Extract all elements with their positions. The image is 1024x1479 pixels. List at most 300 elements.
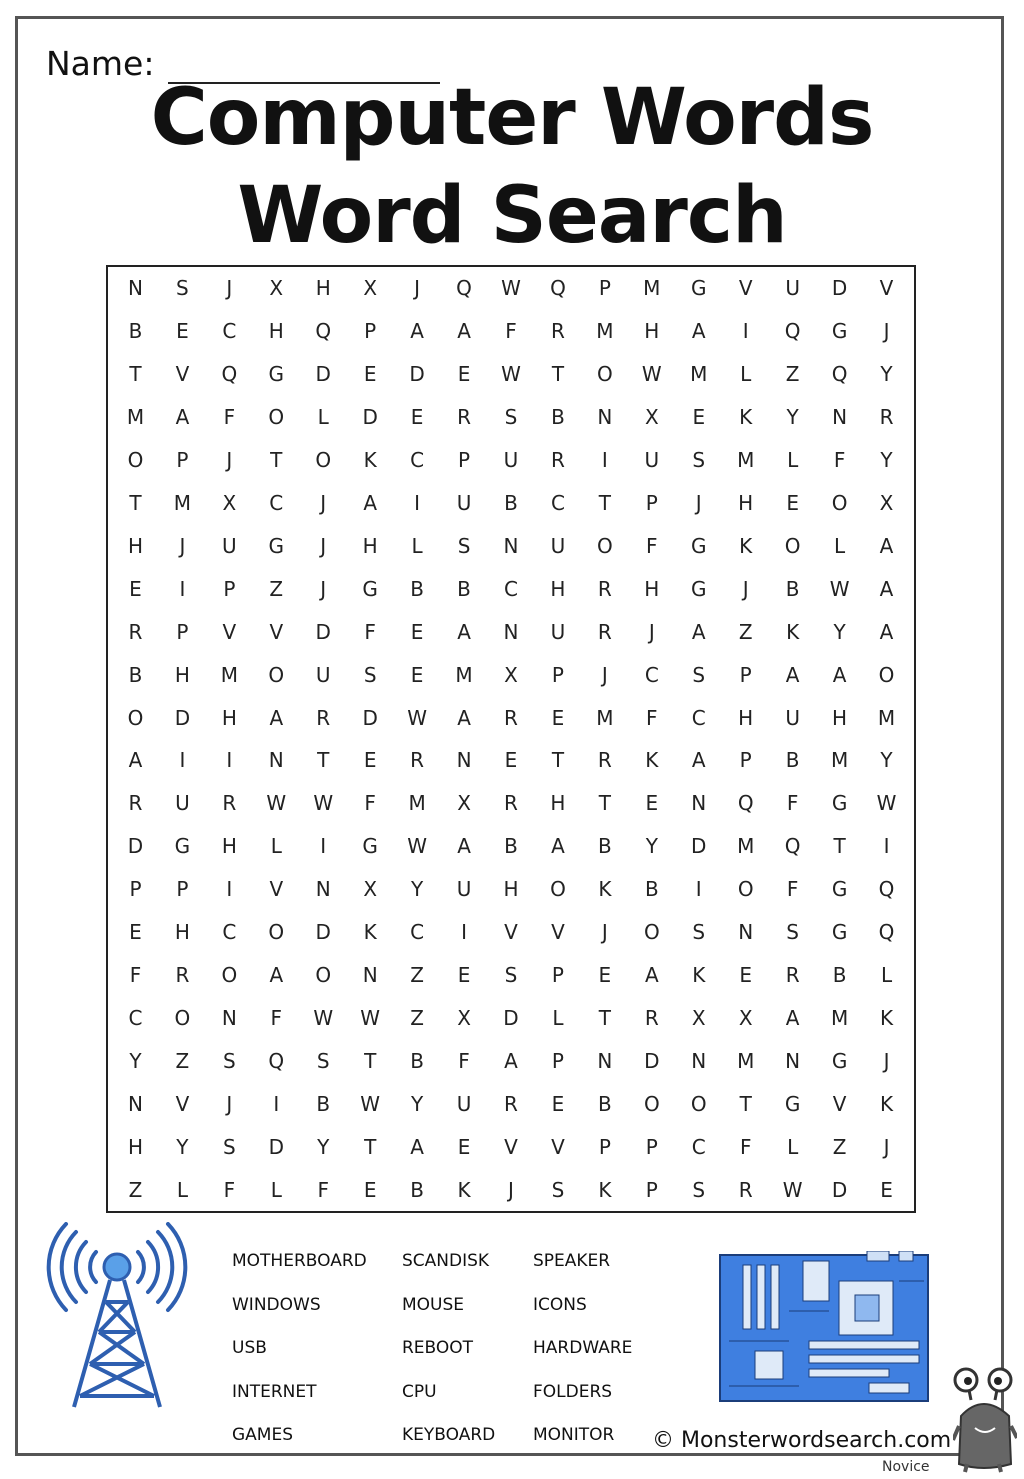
grid-letter[interactable]: E <box>129 576 142 601</box>
grid-letter[interactable]: K <box>879 1005 894 1030</box>
grid-letter[interactable]: O <box>221 962 238 987</box>
grid-letter[interactable]: H <box>221 705 237 730</box>
grid-letter[interactable]: F <box>505 319 517 344</box>
grid-letter[interactable]: J <box>883 1048 890 1073</box>
grid-letter[interactable]: T <box>598 490 611 515</box>
grid-letter[interactable]: P <box>458 448 471 473</box>
grid-letter[interactable]: J <box>414 276 421 301</box>
grid-letter[interactable]: O <box>643 1091 660 1116</box>
grid-letter[interactable]: Q <box>878 920 895 945</box>
grid-letter[interactable]: P <box>364 319 377 344</box>
grid-letter[interactable]: A <box>269 962 284 987</box>
grid-letter[interactable]: H <box>738 705 754 730</box>
grid-letter[interactable]: F <box>129 962 142 987</box>
grid-letter[interactable]: I <box>179 748 186 773</box>
grid-letter[interactable]: E <box>504 748 518 773</box>
grid-letter[interactable]: X <box>269 276 284 301</box>
grid-letter[interactable]: O <box>268 662 285 687</box>
grid-letter[interactable]: U <box>222 533 237 558</box>
grid-letter[interactable]: R <box>738 1177 753 1202</box>
grid-letter[interactable]: H <box>550 791 566 816</box>
grid-letter[interactable]: S <box>504 962 518 987</box>
grid-letter[interactable]: W <box>313 791 334 816</box>
grid-letter[interactable]: Y <box>645 834 658 859</box>
grid-letter[interactable]: A <box>457 319 471 344</box>
grid-letter[interactable]: R <box>644 1005 659 1030</box>
grid-letter[interactable]: N <box>832 405 848 430</box>
grid-letter[interactable]: N <box>785 1048 801 1073</box>
grid-letter[interactable]: C <box>550 490 565 515</box>
grid-letter[interactable]: S <box>363 662 377 687</box>
grid-letter[interactable]: E <box>457 362 471 387</box>
grid-letter[interactable]: V <box>832 1091 847 1116</box>
grid-letter[interactable]: K <box>457 1177 471 1202</box>
grid-letter[interactable]: K <box>739 533 753 558</box>
grid-letter[interactable]: M <box>690 362 708 387</box>
grid-letter[interactable]: M <box>455 662 473 687</box>
grid-letter[interactable]: P <box>598 276 611 301</box>
grid-letter[interactable]: B <box>504 834 518 859</box>
grid-letter[interactable]: Y <box>129 1048 142 1073</box>
grid-letter[interactable]: T <box>317 748 330 773</box>
grid-letter[interactable]: M <box>126 405 145 430</box>
grid-letter[interactable]: E <box>410 662 424 687</box>
grid-letter[interactable]: F <box>270 1005 283 1030</box>
grid-letter[interactable]: R <box>128 791 143 816</box>
grid-letter[interactable]: M <box>737 834 755 859</box>
grid-letter[interactable]: M <box>596 705 614 730</box>
grid-letter[interactable]: Y <box>317 1134 330 1159</box>
grid-letter[interactable]: V <box>175 362 190 387</box>
grid-letter[interactable]: R <box>504 705 518 730</box>
grid-letter[interactable]: B <box>128 319 143 344</box>
grid-letter[interactable]: M <box>830 748 849 773</box>
grid-letter[interactable]: U <box>785 705 800 730</box>
grid-letter[interactable]: H <box>127 1134 143 1159</box>
grid-letter[interactable]: A <box>363 490 378 515</box>
grid-letter[interactable]: C <box>691 1134 706 1159</box>
grid-letter[interactable]: F <box>646 533 658 558</box>
grid-letter[interactable]: X <box>363 276 378 301</box>
grid-letter[interactable]: U <box>175 791 190 816</box>
grid-letter[interactable]: F <box>458 1048 470 1073</box>
grid-letter[interactable]: T <box>739 1091 752 1116</box>
grid-letter[interactable]: S <box>786 920 799 945</box>
grid-letter[interactable]: P <box>551 1048 564 1073</box>
grid-letter[interactable]: H <box>268 319 284 344</box>
grid-letter[interactable]: G <box>831 877 848 902</box>
grid-letter[interactable]: B <box>457 576 471 601</box>
grid-letter[interactable]: T <box>833 834 846 859</box>
grid-letter[interactable]: R <box>504 1091 518 1116</box>
grid-letter[interactable]: K <box>363 920 377 945</box>
grid-letter[interactable]: A <box>879 619 894 644</box>
grid-letter[interactable]: O <box>643 920 660 945</box>
grid-letter[interactable]: P <box>176 877 189 902</box>
grid-letter[interactable]: P <box>551 662 564 687</box>
grid-letter[interactable]: O <box>597 362 613 387</box>
grid-letter[interactable]: N <box>362 962 378 987</box>
grid-letter[interactable]: N <box>503 619 519 644</box>
grid-letter[interactable]: W <box>360 1091 381 1116</box>
grid-letter[interactable]: A <box>457 834 471 859</box>
grid-letter[interactable]: X <box>363 877 378 902</box>
grid-letter[interactable]: D <box>315 362 331 387</box>
grid-letter[interactable]: U <box>550 533 566 558</box>
grid-letter[interactable]: C <box>504 576 518 601</box>
grid-letter[interactable]: D <box>268 1134 284 1159</box>
grid-letter[interactable]: P <box>551 962 564 987</box>
grid-letter[interactable]: G <box>831 920 848 945</box>
grid-letter[interactable]: N <box>127 276 143 301</box>
grid-letter[interactable]: A <box>785 1005 800 1030</box>
grid-letter[interactable]: F <box>223 405 236 430</box>
grid-letter[interactable]: V <box>879 276 894 301</box>
grid-letter[interactable]: L <box>740 362 752 387</box>
grid-letter[interactable]: K <box>739 405 753 430</box>
grid-letter[interactable]: T <box>551 362 565 387</box>
grid-letter[interactable]: G <box>362 834 378 859</box>
grid-letter[interactable]: W <box>266 791 287 816</box>
grid-letter[interactable]: S <box>176 276 189 301</box>
grid-letter[interactable]: J <box>226 1091 233 1116</box>
grid-letter[interactable]: B <box>644 877 659 902</box>
grid-letter[interactable]: K <box>598 877 612 902</box>
grid-letter[interactable]: V <box>551 920 565 945</box>
grid-letter[interactable]: W <box>876 791 897 816</box>
grid-letter[interactable]: A <box>832 662 847 687</box>
grid-letter[interactable]: C <box>128 1005 143 1030</box>
grid-letter[interactable]: D <box>409 362 425 387</box>
grid-letter[interactable]: R <box>879 405 894 430</box>
grid-letter[interactable]: F <box>364 619 376 644</box>
grid-letter[interactable]: C <box>410 920 425 945</box>
grid-letter[interactable]: K <box>645 748 659 773</box>
grid-letter[interactable]: M <box>408 791 426 816</box>
grid-letter[interactable]: Z <box>410 962 424 987</box>
grid-letter[interactable]: Z <box>410 1005 424 1030</box>
grid-letter[interactable]: E <box>129 920 142 945</box>
grid-letter[interactable]: T <box>364 1048 377 1073</box>
grid-letter[interactable]: J <box>648 619 655 644</box>
grid-letter[interactable]: H <box>644 576 660 601</box>
grid-letter[interactable]: S <box>457 533 471 558</box>
grid-letter[interactable]: J <box>601 920 608 945</box>
grid-letter[interactable]: S <box>692 1177 706 1202</box>
grid-letter[interactable]: Q <box>268 1048 285 1073</box>
grid-letter[interactable]: P <box>645 1134 658 1159</box>
grid-letter[interactable]: K <box>879 1091 894 1116</box>
grid-letter[interactable]: A <box>785 662 800 687</box>
grid-letter[interactable]: K <box>692 962 706 987</box>
grid-letter[interactable]: H <box>644 319 660 344</box>
grid-letter[interactable]: A <box>175 405 190 430</box>
grid-letter[interactable]: L <box>552 1005 564 1030</box>
grid-letter[interactable]: O <box>784 533 801 558</box>
grid-letter[interactable]: S <box>692 920 706 945</box>
grid-letter[interactable]: J <box>883 319 890 344</box>
grid-letter[interactable]: J <box>320 490 327 515</box>
grid-letter[interactable]: D <box>644 1048 660 1073</box>
grid-letter[interactable]: A <box>410 1134 424 1159</box>
grid-letter[interactable]: E <box>457 1134 471 1159</box>
grid-letter[interactable]: B <box>785 576 800 601</box>
grid-letter[interactable]: M <box>737 1048 755 1073</box>
grid-letter[interactable]: R <box>175 962 190 987</box>
grid-letter[interactable]: K <box>363 448 377 473</box>
grid-letter[interactable]: R <box>550 319 565 344</box>
grid-letter[interactable]: A <box>879 533 894 558</box>
grid-letter[interactable]: R <box>316 705 331 730</box>
grid-letter[interactable]: A <box>504 1048 518 1073</box>
grid-letter[interactable]: R <box>128 619 143 644</box>
grid-letter[interactable]: S <box>692 662 706 687</box>
grid-letter[interactable]: W <box>829 576 850 601</box>
grid-letter[interactable]: L <box>880 962 893 987</box>
grid-letter[interactable]: Y <box>411 877 424 902</box>
grid-letter[interactable]: X <box>644 405 659 430</box>
grid-letter[interactable]: L <box>834 533 846 558</box>
grid-letter[interactable]: K <box>598 1177 612 1202</box>
grid-letter[interactable]: G <box>362 576 378 601</box>
grid-letter[interactable]: L <box>317 405 329 430</box>
grid-letter[interactable]: P <box>645 490 658 515</box>
grid-letter[interactable]: R <box>597 576 612 601</box>
grid-letter[interactable]: V <box>738 276 753 301</box>
grid-letter[interactable]: J <box>883 1134 890 1159</box>
grid-letter[interactable]: G <box>831 791 848 816</box>
grid-letter[interactable]: E <box>551 705 565 730</box>
grid-letter[interactable]: A <box>269 705 284 730</box>
grid-letter[interactable]: U <box>456 490 472 515</box>
grid-letter[interactable]: M <box>220 662 238 687</box>
grid-letter[interactable]: D <box>315 920 331 945</box>
grid-letter[interactable]: S <box>222 1048 236 1073</box>
grid-letter[interactable]: R <box>410 748 425 773</box>
grid-letter[interactable]: C <box>644 662 659 687</box>
grid-letter[interactable]: N <box>691 1048 707 1073</box>
grid-letter[interactable]: A <box>410 319 424 344</box>
grid-letter[interactable]: Y <box>880 448 893 473</box>
grid-letter[interactable]: W <box>501 362 521 387</box>
grid-letter[interactable]: N <box>597 405 613 430</box>
grid-letter[interactable]: S <box>504 405 518 430</box>
grid-letter[interactable]: N <box>221 1005 237 1030</box>
grid-letter[interactable]: S <box>551 1177 565 1202</box>
grid-letter[interactable]: O <box>315 448 332 473</box>
grid-letter[interactable]: H <box>832 705 848 730</box>
grid-letter[interactable]: U <box>456 1091 472 1116</box>
grid-letter[interactable]: U <box>503 448 519 473</box>
grid-letter[interactable]: Q <box>737 791 754 816</box>
grid-letter[interactable]: C <box>269 490 284 515</box>
grid-letter[interactable]: N <box>268 748 284 773</box>
grid-letter[interactable]: O <box>550 877 566 902</box>
grid-letter[interactable]: X <box>457 1005 471 1030</box>
grid-letter[interactable]: R <box>785 962 800 987</box>
grid-letter[interactable]: B <box>832 962 847 987</box>
grid-letter[interactable]: G <box>784 1091 801 1116</box>
grid-letter[interactable]: F <box>833 448 846 473</box>
grid-letter[interactable]: Y <box>880 362 893 387</box>
grid-letter[interactable]: D <box>691 834 707 859</box>
grid-letter[interactable]: I <box>226 877 233 902</box>
grid-letter[interactable]: W <box>782 1177 803 1202</box>
grid-letter[interactable]: N <box>315 877 331 902</box>
grid-letter[interactable]: X <box>879 490 894 515</box>
grid-letter[interactable]: N <box>597 1048 613 1073</box>
grid-letter[interactable]: M <box>596 319 614 344</box>
grid-letter[interactable]: T <box>129 490 142 515</box>
grid-letter[interactable]: K <box>786 619 800 644</box>
grid-letter[interactable]: X <box>738 1005 753 1030</box>
grid-letter[interactable]: E <box>551 1091 565 1116</box>
grid-letter[interactable]: U <box>315 662 331 687</box>
grid-letter[interactable]: J <box>226 448 233 473</box>
grid-letter[interactable]: N <box>127 1091 143 1116</box>
grid-letter[interactable]: X <box>691 1005 706 1030</box>
grid-letter[interactable]: D <box>174 705 191 730</box>
grid-letter[interactable]: F <box>317 1177 329 1202</box>
grid-letter[interactable]: T <box>364 1134 377 1159</box>
grid-letter[interactable]: A <box>128 748 143 773</box>
grid-letter[interactable]: W <box>360 1005 381 1030</box>
grid-letter[interactable]: D <box>315 619 331 644</box>
grid-letter[interactable]: O <box>737 877 754 902</box>
grid-letter[interactable]: Z <box>175 1048 190 1073</box>
grid-letter[interactable]: G <box>831 1048 848 1073</box>
grid-letter[interactable]: E <box>363 1177 377 1202</box>
grid-letter[interactable]: Q <box>221 362 238 387</box>
grid-letter[interactable]: G <box>268 533 285 558</box>
grid-letter[interactable]: P <box>176 448 189 473</box>
grid-letter[interactable]: B <box>551 405 565 430</box>
grid-letter[interactable]: B <box>410 1048 424 1073</box>
grid-letter[interactable]: W <box>407 834 427 859</box>
grid-letter[interactable]: V <box>269 619 284 644</box>
grid-letter[interactable]: T <box>129 362 142 387</box>
grid-letter[interactable]: A <box>691 619 706 644</box>
grid-letter[interactable]: C <box>222 319 237 344</box>
grid-letter[interactable]: G <box>691 533 707 558</box>
grid-letter[interactable]: R <box>504 791 518 816</box>
grid-letter[interactable]: J <box>508 1177 514 1202</box>
grid-letter[interactable]: S <box>222 1134 236 1159</box>
grid-letter[interactable]: M <box>877 705 896 730</box>
grid-letter[interactable]: S <box>692 448 706 473</box>
grid-letter[interactable]: N <box>691 791 707 816</box>
grid-letter[interactable]: T <box>551 748 565 773</box>
grid-letter[interactable]: V <box>175 1091 190 1116</box>
grid-letter[interactable]: D <box>831 1177 848 1202</box>
grid-letter[interactable]: B <box>410 1177 424 1202</box>
grid-letter[interactable]: F <box>739 1134 752 1159</box>
grid-letter[interactable]: H <box>503 877 519 902</box>
grid-letter[interactable]: J <box>320 533 327 558</box>
grid-letter[interactable]: O <box>127 705 144 730</box>
grid-letter[interactable]: W <box>501 276 521 301</box>
grid-letter[interactable]: E <box>786 490 799 515</box>
grid-letter[interactable]: E <box>176 319 189 344</box>
grid-letter[interactable]: Q <box>878 877 895 902</box>
grid-letter[interactable]: R <box>597 748 612 773</box>
grid-letter[interactable]: X <box>222 490 237 515</box>
grid-letter[interactable]: L <box>270 1177 282 1202</box>
grid-letter[interactable]: Y <box>176 1134 189 1159</box>
grid-letter[interactable]: S <box>316 1048 330 1073</box>
grid-letter[interactable]: E <box>363 748 377 773</box>
grid-letter[interactable]: M <box>830 1005 849 1030</box>
grid-letter[interactable]: I <box>742 319 749 344</box>
grid-letter[interactable]: O <box>315 962 332 987</box>
grid-letter[interactable]: Z <box>832 1134 847 1159</box>
grid-letter[interactable]: Y <box>833 619 846 644</box>
grid-letter[interactable]: L <box>411 533 423 558</box>
grid-letter[interactable]: V <box>504 920 518 945</box>
grid-letter[interactable]: Q <box>456 276 472 301</box>
grid-letter[interactable]: X <box>457 791 471 816</box>
grid-letter[interactable]: A <box>691 319 706 344</box>
grid-letter[interactable]: Z <box>785 362 800 387</box>
grid-letter[interactable]: F <box>786 877 799 902</box>
grid-letter[interactable]: L <box>787 1134 799 1159</box>
grid-letter[interactable]: L <box>176 1177 188 1202</box>
grid-letter[interactable]: O <box>268 920 285 945</box>
grid-letter[interactable]: P <box>223 576 236 601</box>
grid-letter[interactable]: Z <box>269 576 284 601</box>
grid-letter[interactable]: M <box>173 490 192 515</box>
grid-letter[interactable]: B <box>598 1091 612 1116</box>
grid-letter[interactable]: O <box>597 533 613 558</box>
grid-letter[interactable]: A <box>457 705 471 730</box>
grid-letter[interactable]: P <box>739 748 752 773</box>
grid-letter[interactable]: U <box>644 448 660 473</box>
grid-letter[interactable]: O <box>268 405 285 430</box>
grid-letter[interactable]: F <box>786 791 799 816</box>
grid-letter[interactable]: D <box>503 1005 519 1030</box>
grid-letter[interactable]: F <box>223 1177 236 1202</box>
grid-letter[interactable]: A <box>644 962 659 987</box>
grid-letter[interactable]: B <box>598 834 612 859</box>
grid-letter[interactable]: Y <box>786 405 799 430</box>
grid-letter[interactable]: N <box>456 748 472 773</box>
grid-letter[interactable]: B <box>504 490 518 515</box>
grid-letter[interactable]: I <box>273 1091 280 1116</box>
grid-letter[interactable]: I <box>179 576 186 601</box>
grid-letter[interactable]: L <box>270 834 282 859</box>
grid-letter[interactable]: O <box>690 1091 707 1116</box>
grid-letter[interactable]: V <box>551 1134 565 1159</box>
grid-letter[interactable]: M <box>643 276 661 301</box>
grid-letter[interactable]: I <box>601 448 608 473</box>
grid-letter[interactable]: T <box>598 791 611 816</box>
grid-letter[interactable]: J <box>695 490 702 515</box>
grid-letter[interactable]: V <box>269 877 284 902</box>
grid-letter[interactable]: H <box>315 276 331 301</box>
grid-letter[interactable]: I <box>695 877 702 902</box>
grid-letter[interactable]: T <box>270 448 283 473</box>
grid-letter[interactable]: Y <box>880 748 893 773</box>
grid-letter[interactable]: B <box>410 576 424 601</box>
grid-letter[interactable]: D <box>362 405 378 430</box>
grid-letter[interactable]: E <box>880 1177 893 1202</box>
grid-letter[interactable]: W <box>313 1005 334 1030</box>
grid-letter[interactable]: A <box>691 748 706 773</box>
grid-letter[interactable]: P <box>645 1177 658 1202</box>
grid-letter[interactable]: U <box>785 276 800 301</box>
grid-letter[interactable]: T <box>598 1005 611 1030</box>
grid-letter[interactable]: P <box>739 662 752 687</box>
